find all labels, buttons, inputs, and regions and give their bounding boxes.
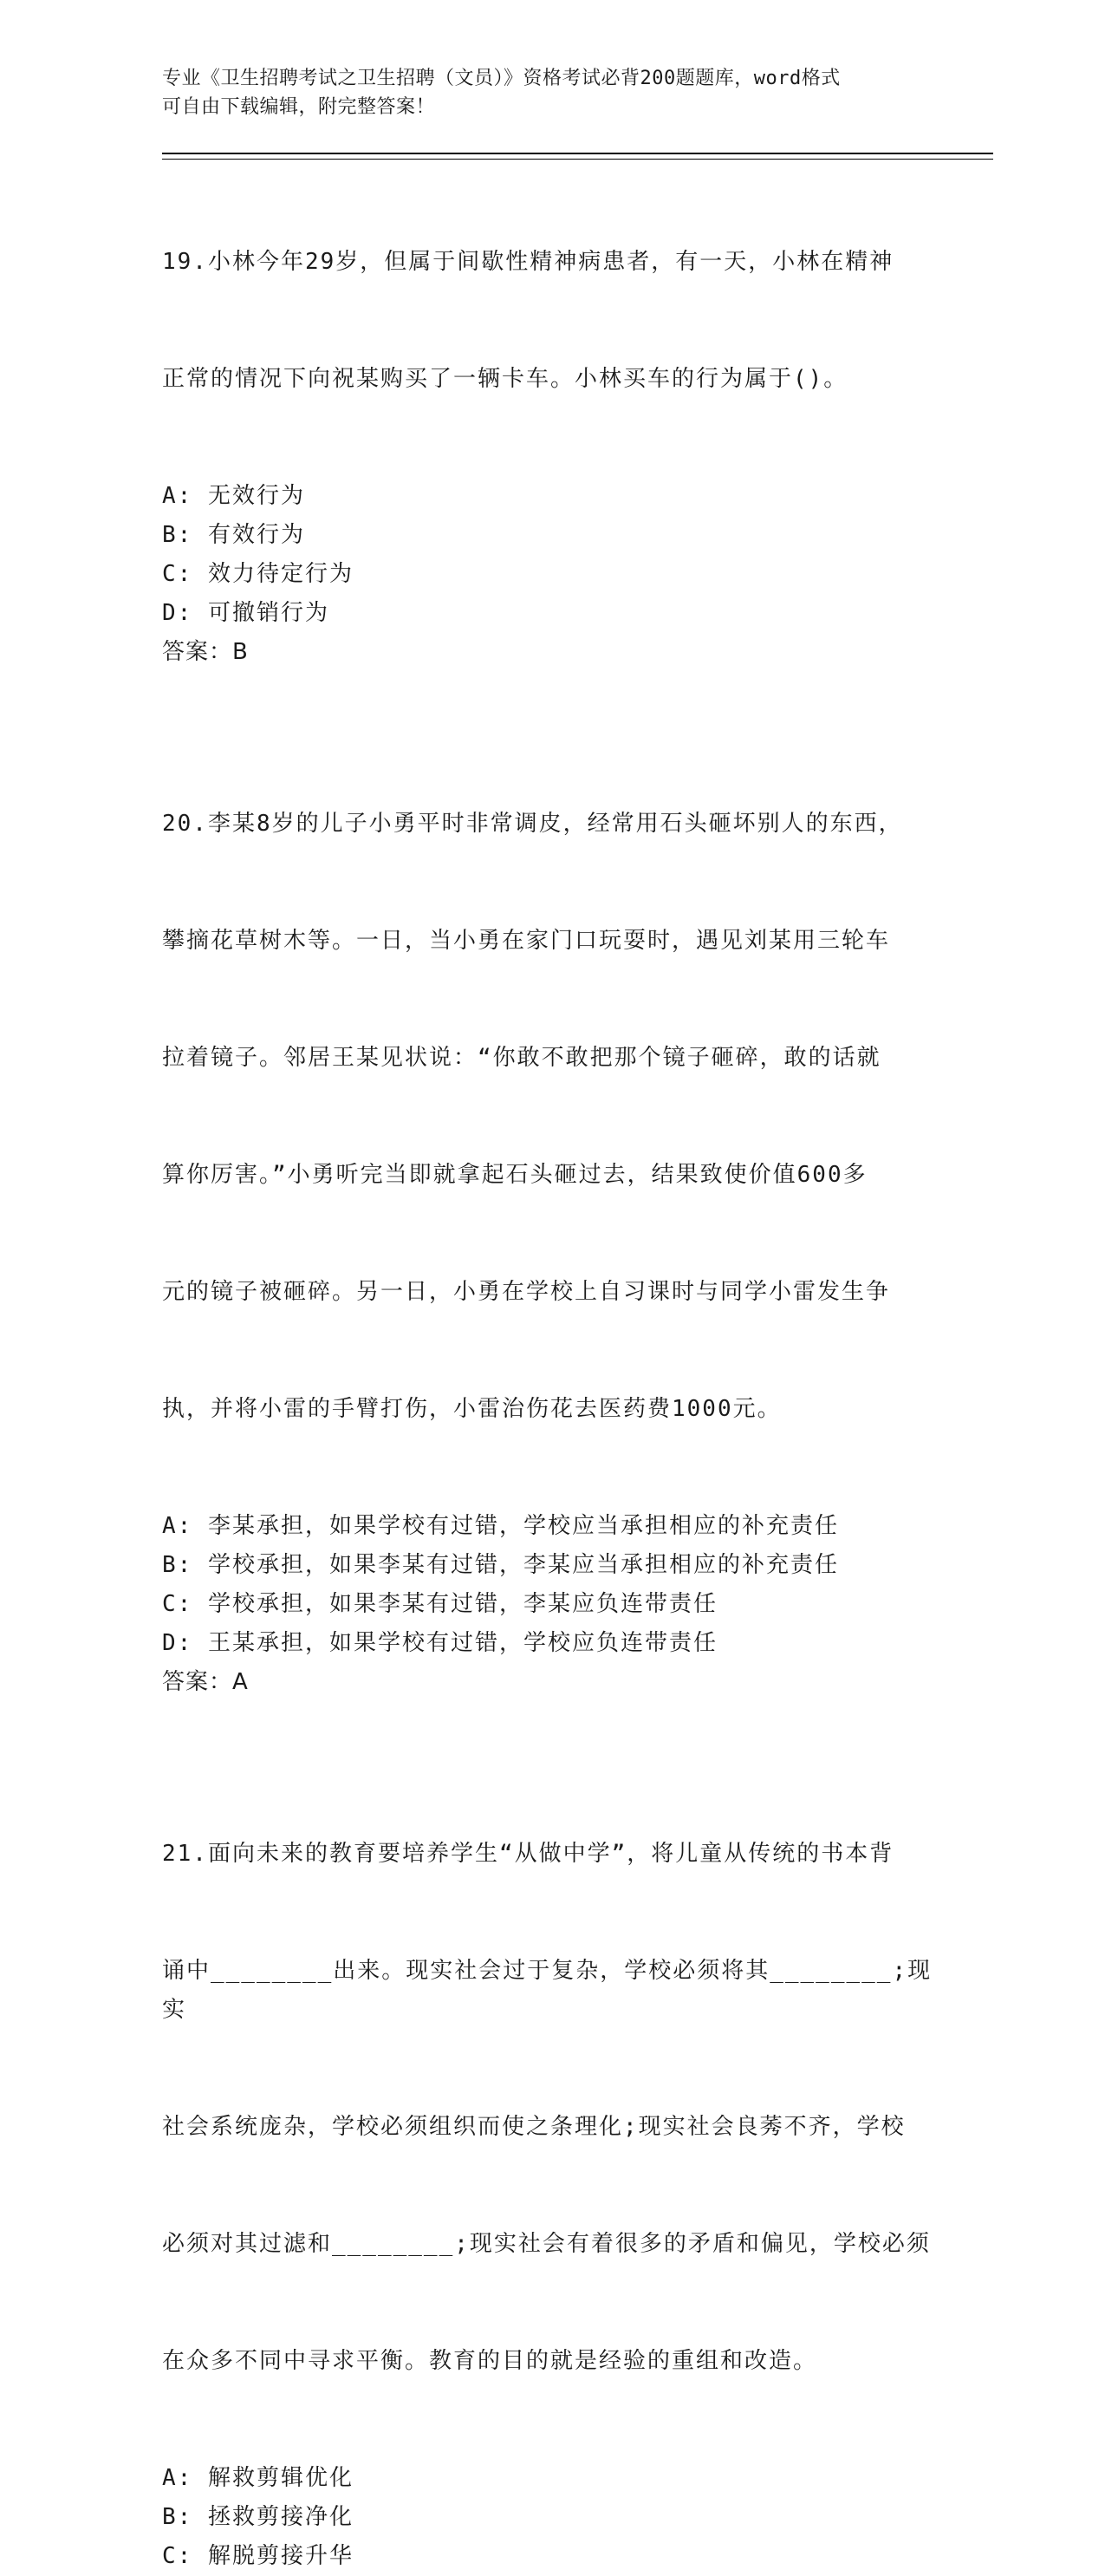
option-b: B: 有效行为 bbox=[162, 522, 305, 548]
option-b: B: 学校承担，如果李某有过错，李某应当承担相应的补充责任 bbox=[162, 1552, 839, 1578]
question-20 bbox=[162, 727, 942, 1702]
stem-line: 元的镜子被砸碎。另一日，小勇在学校上自习课时与同学小雷发生争 bbox=[162, 1279, 891, 1305]
option-c: C: 解脱剪接升华 bbox=[162, 2543, 354, 2569]
stem-line: 社会系统庞杂，学校必须组织而使之条理化;现实社会良莠不齐，学校 bbox=[162, 2114, 906, 2140]
question-21 bbox=[162, 1757, 942, 2576]
question-19 bbox=[162, 165, 942, 672]
stem-line: 21.面向未来的教育要培养学生“从做中学”，将儿童从传统的书本背 bbox=[162, 1841, 894, 1867]
option-a: A: 解救剪辑优化 bbox=[162, 2465, 354, 2491]
header-divider-thick bbox=[162, 153, 993, 154]
stem-line: 正常的情况下向祝某购买了一辆卡车。小林买车的行为属于()。 bbox=[162, 366, 848, 392]
option-c: C: 学校承担，如果李某有过错，李某应负连带责任 bbox=[162, 1591, 718, 1617]
stem-line: 必须对其过滤和________;现实社会有着很多的矛盾和偏见，学校必须 bbox=[162, 2231, 931, 2257]
option-b: B: 拯救剪接净化 bbox=[162, 2504, 354, 2530]
question-stem bbox=[162, 727, 942, 1507]
header-line-2: 可自由下载编辑，附完整答案！ bbox=[162, 96, 436, 118]
question-stem bbox=[162, 165, 942, 477]
stem-line: 算你厉害。”小勇听完当即就拿起石头砸过去，结果致使价值600多 bbox=[162, 1162, 868, 1188]
question-list bbox=[162, 165, 942, 2576]
stem-line: 诵中________出来。现实社会过于复杂，学校必须将其________;现实 bbox=[162, 1958, 933, 2023]
option-d: D: 可撤销行为 bbox=[162, 600, 329, 626]
answer-label: 答案：A bbox=[162, 1669, 249, 1695]
stem-line: 执，并将小雷的手臂打伤，小雷治伤花去医药费1000元。 bbox=[162, 1396, 782, 1422]
question-stem bbox=[162, 1757, 942, 2459]
stem-line: 20.李某8岁的儿子小勇平时非常调皮，经常用石头砸坏别人的东西， bbox=[162, 811, 903, 837]
option-a: A: 李某承担，如果学校有过错，学校应当承担相应的补充责任 bbox=[162, 1513, 839, 1539]
question-spacer bbox=[162, 672, 942, 727]
stem-line: 拉着镜子。邻居王某见状说：“你敢不敢把那个镜子砸碎，敢的话就 bbox=[162, 1045, 881, 1071]
option-c: C: 效力待定行为 bbox=[162, 561, 354, 587]
stem-line: 19.小林今年29岁，但属于间歇性精神病患者，有一天，小林在精神 bbox=[162, 249, 894, 275]
header-divider-thin bbox=[162, 159, 993, 160]
answer-label: 答案：B bbox=[162, 639, 249, 665]
stem-line: 攀摘花草树木等。一日，当小勇在家门口玩耍时，遇见刘某用三轮车 bbox=[162, 928, 891, 954]
question-spacer bbox=[162, 1702, 942, 1757]
document-header bbox=[162, 64, 925, 121]
stem-line: 在众多不同中寻求平衡。教育的目的就是经验的重组和改造。 bbox=[162, 2348, 818, 2374]
option-d: D: 王某承担，如果学校有过错，学校应负连带责任 bbox=[162, 1630, 718, 1656]
option-a: A: 无效行为 bbox=[162, 483, 305, 509]
header-line-1: 专业《卫生招聘考试之卫生招聘（文员）》资格考试必背200题题库，word格式 bbox=[162, 68, 841, 89]
